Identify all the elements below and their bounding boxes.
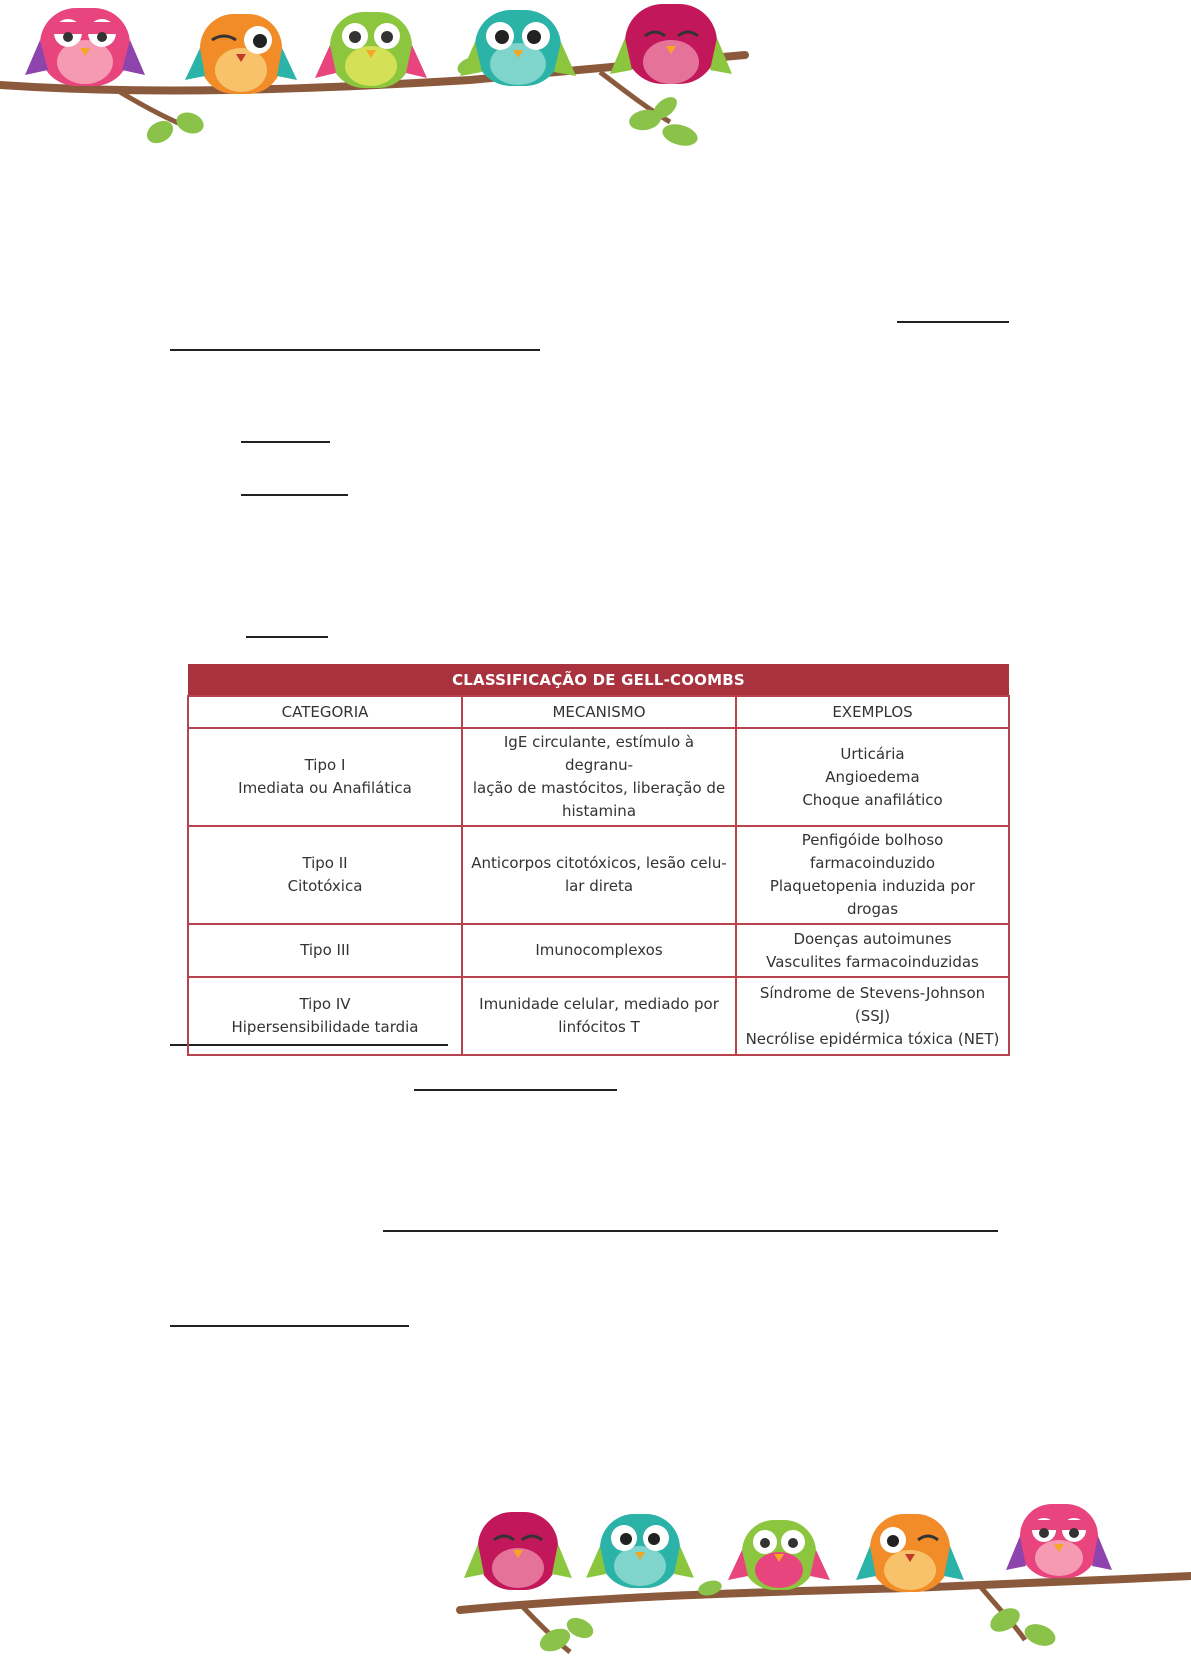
cell-line: Tipo II xyxy=(302,854,348,872)
mecanismo-cell xyxy=(462,977,736,1055)
exemplos-cell xyxy=(736,977,1009,1055)
underline-blank xyxy=(246,636,328,638)
cell-line: Síndrome de Stevens-Johnson xyxy=(759,983,986,1002)
categoria-cell xyxy=(188,728,462,826)
mecanismo-cell xyxy=(462,924,736,977)
cell-line: Vasculites farmacoinduzidas xyxy=(766,952,979,971)
cell-line: Imunidade celular, mediado por xyxy=(479,995,719,1013)
column-header-exemplos: EXEMPLOS xyxy=(736,696,1009,728)
table-row xyxy=(188,728,1009,826)
underline-blank xyxy=(170,349,540,351)
cell-line: farmacoinduzido xyxy=(809,854,936,872)
underline-blank xyxy=(241,494,348,496)
cell-line: (SSJ) xyxy=(854,1006,891,1025)
column-header-categoria: CATEGORIA xyxy=(188,696,462,728)
cell-line: Necrólise epidérmica tóxica (NET) xyxy=(745,1029,1000,1048)
mecanismo-cell xyxy=(462,728,736,826)
owl-branch-banner-bottom xyxy=(460,1500,1191,1659)
owl-orange-wink-icon xyxy=(185,14,297,94)
cell-line: histamina xyxy=(561,802,637,820)
table-title: CLASSIFICAÇÃO DE GELL-COOMBS xyxy=(188,664,1009,696)
table-row xyxy=(188,826,1009,924)
owl-orange-wink-icon xyxy=(856,1514,964,1592)
cell-line: Urticária xyxy=(840,744,905,763)
categoria-cell xyxy=(188,977,462,1055)
owl-pink-sleepy-icon xyxy=(1006,1504,1112,1578)
owl-pink-sleepy-icon xyxy=(25,8,145,86)
underline-blank xyxy=(170,1325,409,1327)
cell-line: Citotóxica xyxy=(287,877,363,895)
cell-line: Choque anafilático xyxy=(802,790,943,809)
table-row xyxy=(188,924,1009,977)
categoria-cell xyxy=(188,826,462,924)
column-header-mecanismo: MECANISMO xyxy=(462,696,736,728)
cell-line: Penfigóide bolhoso xyxy=(801,831,944,849)
cell-line: Imunocomplexos xyxy=(535,941,663,959)
cell-line: Doenças autoimunes xyxy=(793,929,952,948)
exemplos-cell xyxy=(736,924,1009,977)
gell-coombs-table-image xyxy=(187,664,1008,1048)
underline-blank xyxy=(414,1089,617,1091)
underline-blank xyxy=(241,441,330,443)
cell-line: lar direta xyxy=(564,877,634,895)
cell-line: lação de mastócitos, liberação de xyxy=(472,779,726,797)
leaf-icon xyxy=(660,121,700,150)
owl-branch-banner-top xyxy=(0,0,760,160)
cell-line: Imediata ou Anafilática xyxy=(238,779,412,797)
cell-line: Tipo IV xyxy=(299,995,351,1013)
cell-line: Tipo III xyxy=(300,941,350,959)
mecanismo-cell xyxy=(462,826,736,924)
cell-line: Angioedema xyxy=(825,767,920,786)
underline-blank xyxy=(383,1230,998,1232)
owl-green-icon xyxy=(728,1520,830,1590)
cell-line: Plaquetopenia induzida por drogas xyxy=(769,877,976,918)
leaf-icon xyxy=(1022,1620,1059,1650)
cell-line: Hipersensibilidade tardia xyxy=(231,1018,419,1036)
owl-green-icon xyxy=(315,12,427,88)
owl-magenta-icon xyxy=(464,1512,572,1590)
exemplos-cell xyxy=(736,826,1009,924)
table-row xyxy=(188,977,1009,1055)
owl-teal-icon xyxy=(586,1514,694,1588)
cell-line: linfócitos T xyxy=(558,1018,640,1036)
owl-magenta-icon xyxy=(610,4,732,84)
cell-line: Anticorpos citotóxicos, lesão celu- xyxy=(471,854,727,872)
leaf-icon xyxy=(173,109,206,137)
cell-line: IgE circulante, estímulo à degranu- xyxy=(503,733,695,774)
underline-blank xyxy=(897,321,1009,323)
branch-icon xyxy=(460,1576,1191,1610)
cell-line: Tipo I xyxy=(304,756,346,774)
gell-coombs-table xyxy=(187,664,1010,1056)
categoria-cell xyxy=(188,924,462,977)
exemplos-cell xyxy=(736,728,1009,826)
